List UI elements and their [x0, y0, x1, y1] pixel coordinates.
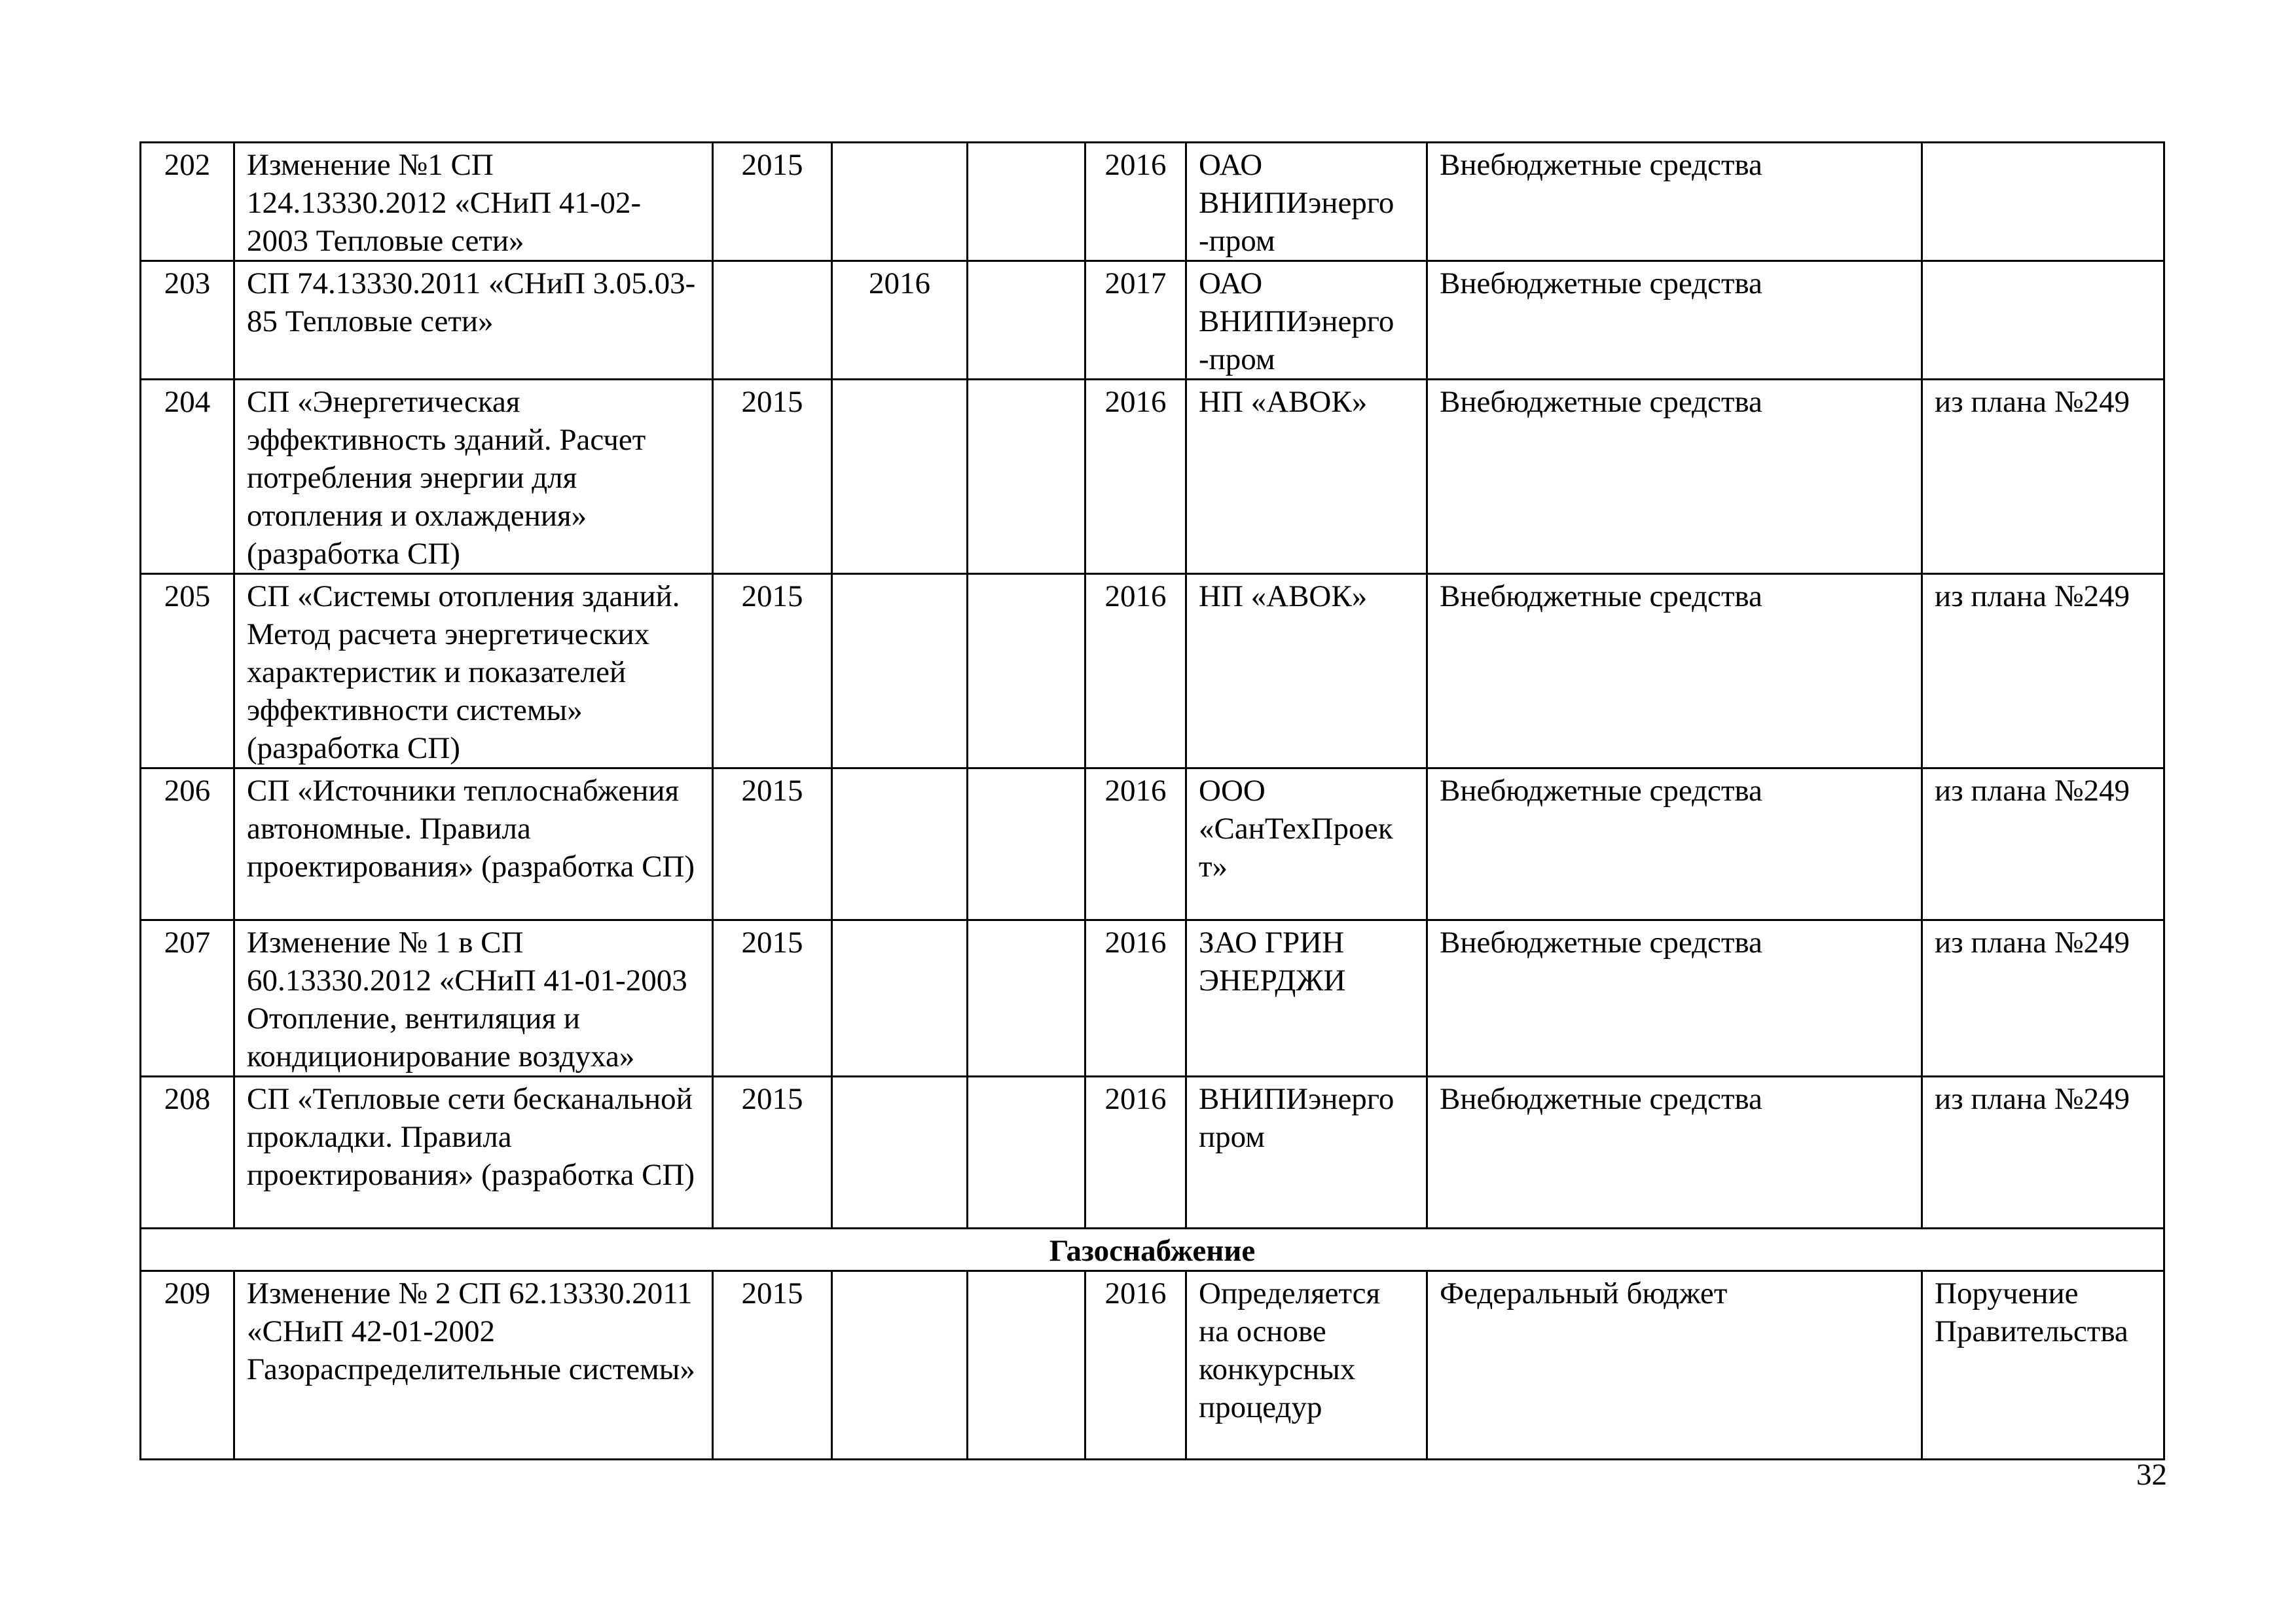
start-year: 2015 [713, 768, 832, 920]
end-year: 2016 [1085, 143, 1186, 261]
funding-source: Внебюджетные средства [1427, 261, 1922, 380]
executor: НП «АВОК» [1186, 380, 1427, 574]
funding-source: Внебюджетные средства [1427, 768, 1922, 920]
executor: ОАО ВНИПИэнерго -пром [1186, 261, 1427, 380]
start-year-alt [832, 380, 968, 574]
document-name: СП «Энергетическая эффективность зданий. Расчет потребления энергии для отопления и охлаждения» (разработка СП) [234, 380, 713, 574]
document-name: СП 74.13330.2011 «СНиП 3.05.03-85 Тепловые сети» [234, 261, 713, 380]
end-year: 2016 [1085, 1077, 1186, 1229]
section-title-gas-supply: Газоснабжение [141, 1229, 2164, 1271]
executor: ООО «СанТехПроек т» [1186, 768, 1427, 920]
executor: ЗАО ГРИН ЭНЕРДЖИ [1186, 920, 1427, 1077]
start-year: 2015 [713, 574, 832, 768]
start-year: 2015 [713, 143, 832, 261]
empty-cell [968, 261, 1085, 380]
empty-cell [968, 1077, 1085, 1229]
row-number: 205 [141, 574, 234, 768]
start-year: 2015 [713, 1271, 832, 1460]
start-year: 2015 [713, 1077, 832, 1229]
note [1922, 143, 2164, 261]
end-year: 2016 [1085, 574, 1186, 768]
executor: ВНИПИэнерго пром [1186, 1077, 1427, 1229]
note: из плана №249 [1922, 920, 2164, 1077]
page-number: 32 [2136, 1458, 2167, 1492]
funding-source: Внебюджетные средства [1427, 920, 1922, 1077]
end-year: 2016 [1085, 920, 1186, 1077]
document-name: Изменение №1 СП 124.13330.2012 «СНиП 41-02-2003 Тепловые сети» [234, 143, 713, 261]
note: Поручение Правительства [1922, 1271, 2164, 1460]
note: из плана №249 [1922, 380, 2164, 574]
empty-cell [968, 920, 1085, 1077]
table-row [141, 768, 2164, 920]
start-year-alt [832, 574, 968, 768]
end-year: 2016 [1085, 768, 1186, 920]
table-row [141, 261, 2164, 380]
start-year: 2015 [713, 920, 832, 1077]
standards-plan-table [139, 141, 2165, 1460]
table-row [141, 1077, 2164, 1229]
table-row [141, 1271, 2164, 1460]
funding-source: Внебюджетные средства [1427, 574, 1922, 768]
start-year-alt [832, 768, 968, 920]
end-year: 2017 [1085, 261, 1186, 380]
table-row [141, 143, 2164, 261]
funding-source: Внебюджетные средства [1427, 1077, 1922, 1229]
row-number: 208 [141, 1077, 234, 1229]
document-name: СП «Системы отопления зданий. Метод расчета энергетических характеристик и показателей эффективности системы» (разработка СП) [234, 574, 713, 768]
table-row [141, 574, 2164, 768]
empty-cell [968, 143, 1085, 261]
executor: ОАО ВНИПИэнерго -пром [1186, 143, 1427, 261]
start-year: 2015 [713, 380, 832, 574]
table-row [141, 920, 2164, 1077]
start-year-alt [832, 1271, 968, 1460]
empty-cell [968, 574, 1085, 768]
document-name: СП «Источники теплоснабжения автономные. Правила проектирования» (разработка СП) [234, 768, 713, 920]
note: из плана №249 [1922, 574, 2164, 768]
empty-cell [968, 380, 1085, 574]
table-row [141, 380, 2164, 574]
empty-cell [968, 768, 1085, 920]
row-number: 204 [141, 380, 234, 574]
executor: Определяется на основе конкурсных процедур [1186, 1271, 1427, 1460]
note [1922, 261, 2164, 380]
row-number: 209 [141, 1271, 234, 1460]
funding-source: Федеральный бюджет [1427, 1271, 1922, 1460]
end-year: 2016 [1085, 380, 1186, 574]
row-number: 202 [141, 143, 234, 261]
start-year-alt [832, 920, 968, 1077]
end-year: 2016 [1085, 1271, 1186, 1460]
start-year-alt [832, 1077, 968, 1229]
empty-cell [968, 1271, 1085, 1460]
funding-source: Внебюджетные средства [1427, 143, 1922, 261]
document-name: СП «Тепловые сети бесканальной прокладки. Правила проектирования» (разработка СП) [234, 1077, 713, 1229]
funding-source: Внебюджетные средства [1427, 380, 1922, 574]
start-year-alt: 2016 [832, 261, 968, 380]
row-number: 207 [141, 920, 234, 1077]
start-year [713, 261, 832, 380]
note: из плана №249 [1922, 768, 2164, 920]
start-year-alt [832, 143, 968, 261]
section-row [141, 1229, 2164, 1271]
row-number: 203 [141, 261, 234, 380]
document-name: Изменение № 2 СП 62.13330.2011 «СНиП 42-01-2002 Газораспределительные системы» [234, 1271, 713, 1460]
row-number: 206 [141, 768, 234, 920]
document-name: Изменение № 1 в СП 60.13330.2012 «СНиП 41-01-2003 Отопление, вентиляция и кондиционирование воздуха» [234, 920, 713, 1077]
executor: НП «АВОК» [1186, 574, 1427, 768]
note: из плана №249 [1922, 1077, 2164, 1229]
